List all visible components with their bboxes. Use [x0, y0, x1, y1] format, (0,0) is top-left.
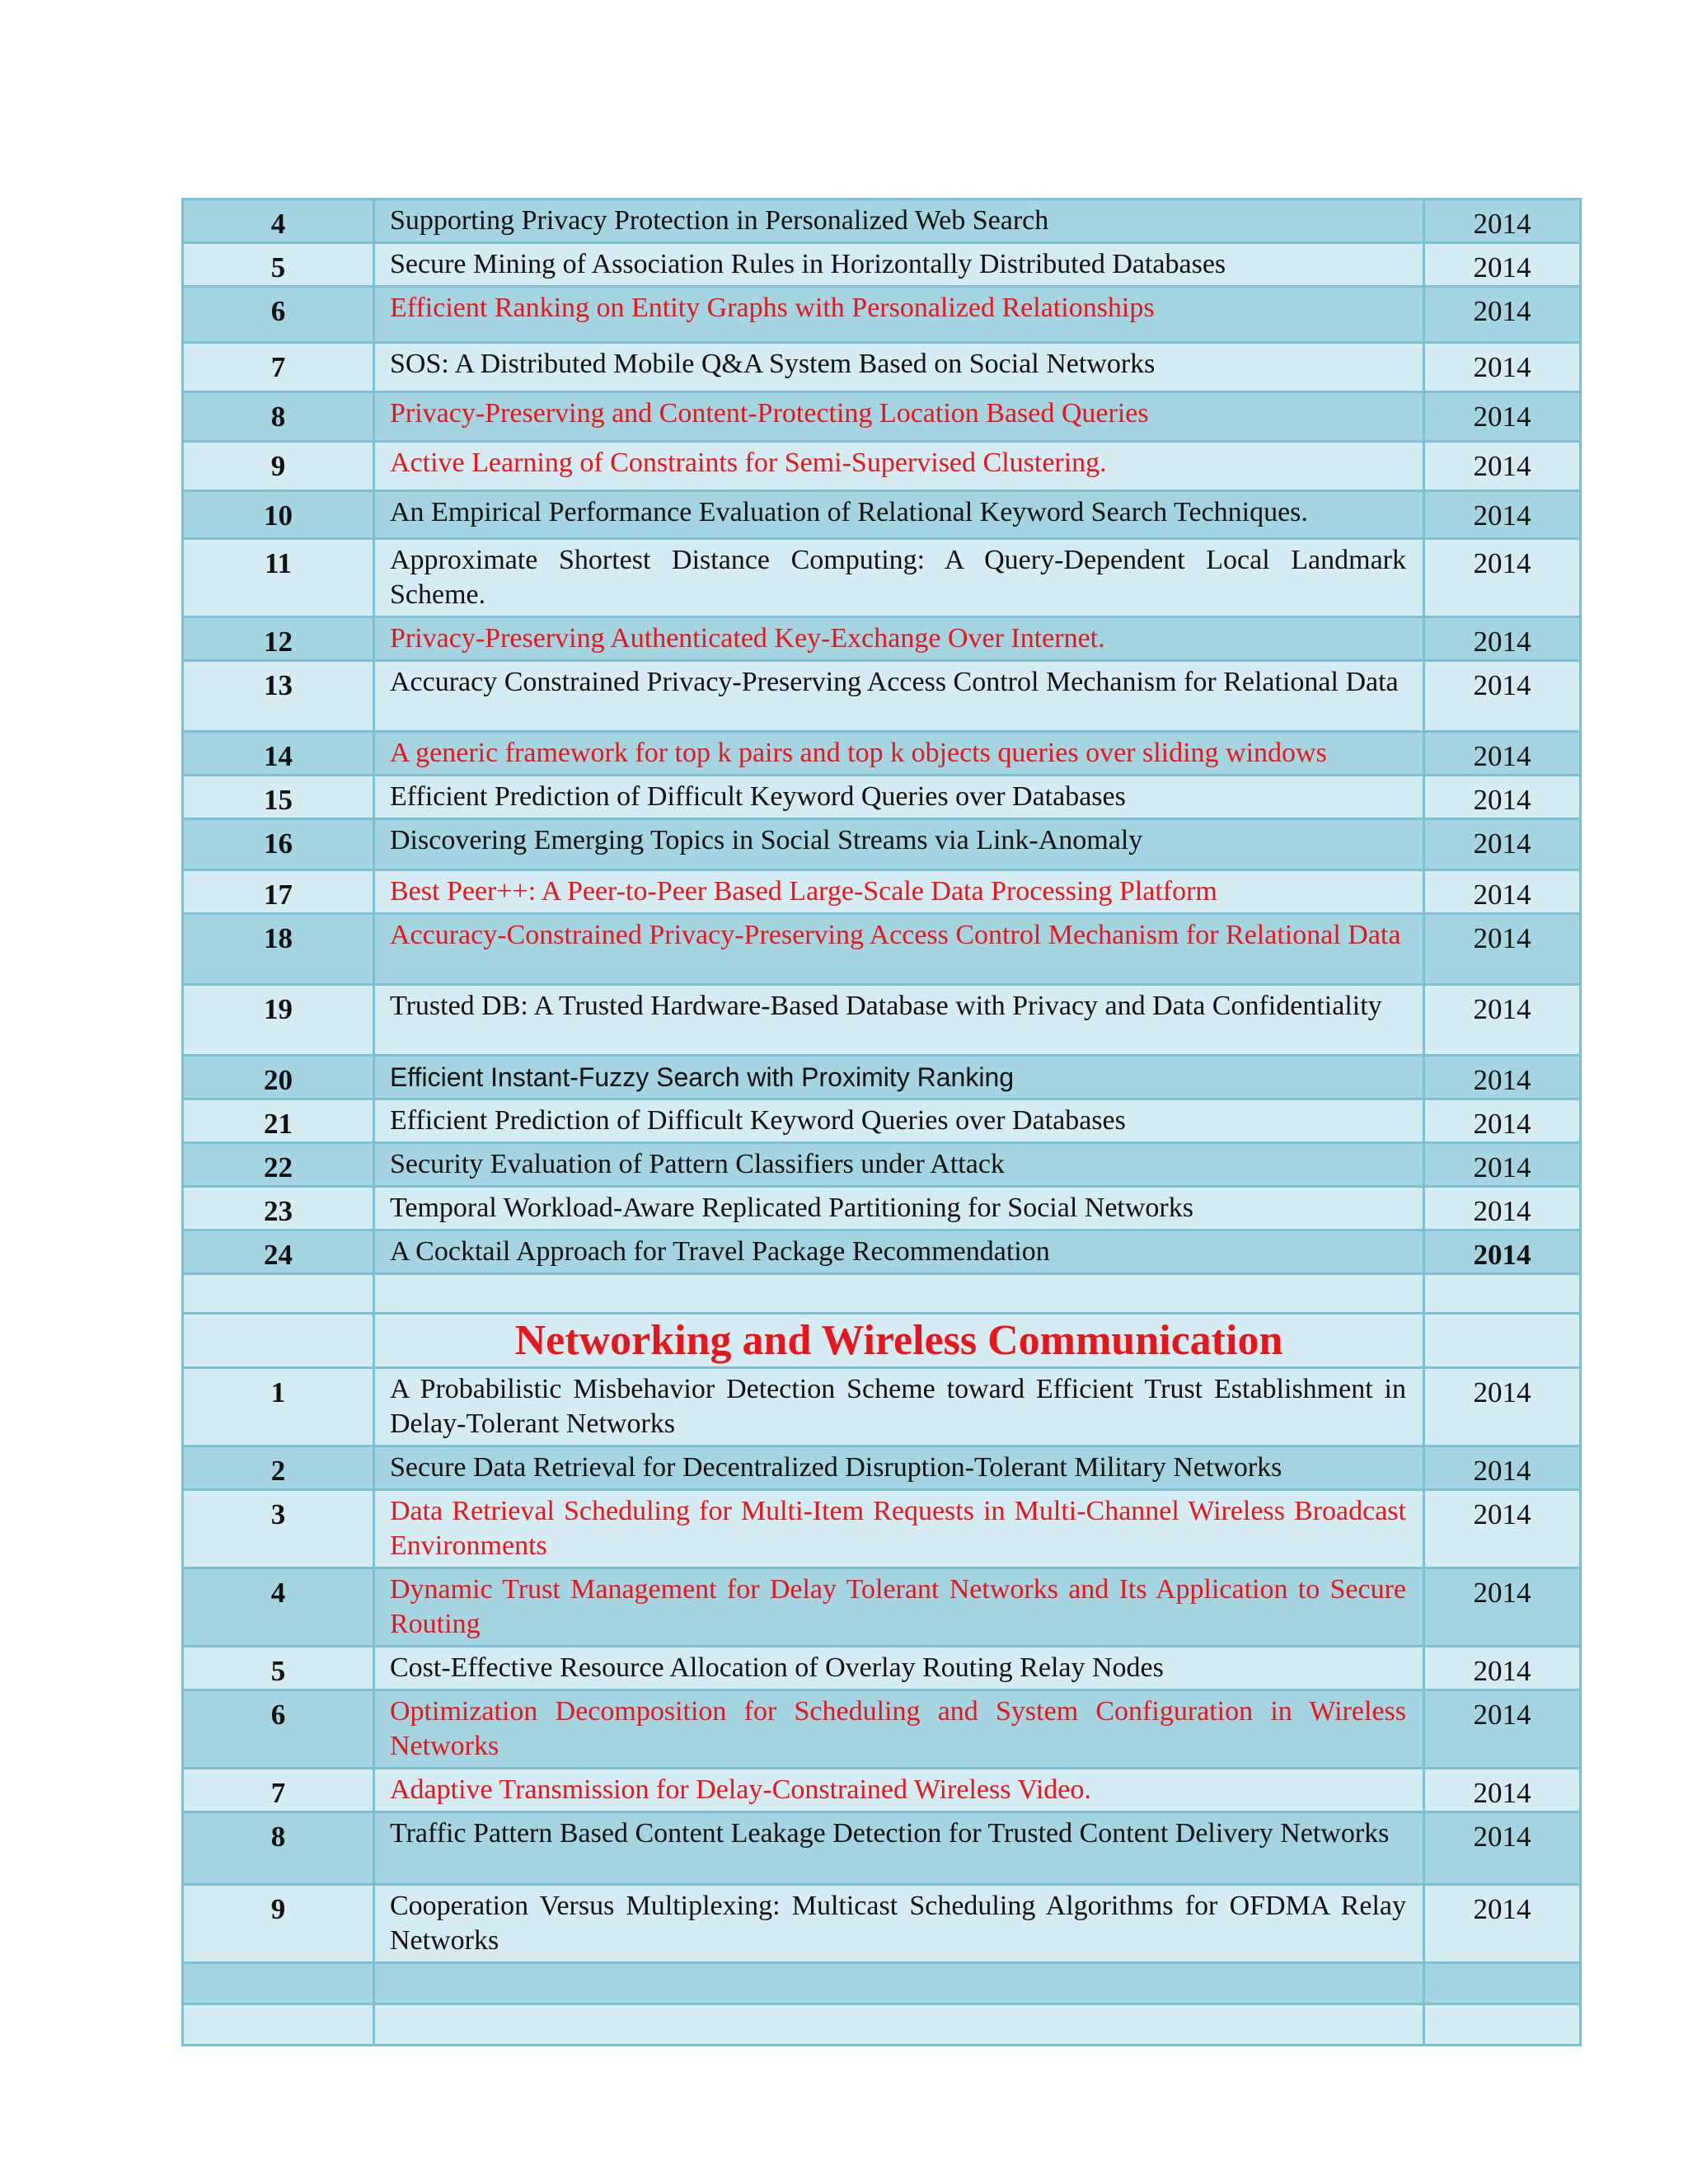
table-row [183, 1769, 1581, 1812]
section-1-rows [183, 199, 1581, 1274]
spacer-rows [183, 1274, 1581, 1368]
paper-year: 2014 [1424, 442, 1581, 491]
paper-title: Dynamic Trust Management for Delay Tolerant Networks and Its Application to Secure Routing [374, 1568, 1424, 1647]
row-number: 5 [183, 243, 374, 287]
row-number: 8 [183, 1812, 374, 1885]
table-row [183, 1647, 1581, 1690]
empty-row [183, 1963, 1581, 2004]
row-number: 6 [183, 1690, 374, 1769]
row-number: 24 [183, 1230, 374, 1274]
paper-title: Active Learning of Constraints for Semi-Supervised Clustering. [374, 442, 1424, 491]
paper-year: 2014 [1424, 1885, 1581, 1963]
paper-year: 2014 [1424, 287, 1581, 343]
paper-year: 2014 [1424, 1187, 1581, 1230]
table-row [183, 491, 1581, 539]
paper-year: 2014 [1424, 914, 1581, 985]
table-row [183, 287, 1581, 343]
table-row [183, 1568, 1581, 1647]
row-number: 11 [183, 539, 374, 617]
table-row [183, 343, 1581, 392]
paper-title: Privacy-Preserving Authenticated Key-Exchange Over Internet. [374, 617, 1424, 661]
row-number: 3 [183, 1490, 374, 1568]
row-number: 20 [183, 1056, 374, 1099]
row-number: 4 [183, 1568, 374, 1647]
row-number: 10 [183, 491, 374, 539]
paper-title: Supporting Privacy Protection in Personalized Web Search [374, 199, 1424, 243]
row-number: 15 [183, 776, 374, 819]
table-row [183, 442, 1581, 491]
paper-year: 2014 [1424, 392, 1581, 442]
row-number: 22 [183, 1143, 374, 1187]
row-number: 18 [183, 914, 374, 985]
paper-title: Discovering Emerging Topics in Social Streams via Link-Anomaly [374, 819, 1424, 870]
table-row [183, 1690, 1581, 1769]
paper-title: Security Evaluation of Pattern Classifiers under Attack [374, 1143, 1424, 1187]
row-number: 12 [183, 617, 374, 661]
paper-year: 2014 [1424, 776, 1581, 819]
table-row [183, 243, 1581, 287]
table-row [183, 539, 1581, 617]
paper-title: SOS: A Distributed Mobile Q&A System Based on Social Networks [374, 343, 1424, 392]
section-heading-row [183, 1314, 1581, 1368]
paper-title: A generic framework for top k pairs and top k objects queries over sliding windows [374, 732, 1424, 776]
table-row [183, 870, 1581, 914]
paper-year: 2014 [1424, 1056, 1581, 1099]
row-number: 7 [183, 1769, 374, 1812]
paper-title: Adaptive Transmission for Delay-Constrained Wireless Video. [374, 1769, 1424, 1812]
row-number: 19 [183, 985, 374, 1056]
paper-year: 2014 [1424, 1568, 1581, 1647]
table-row [183, 985, 1581, 1056]
table-row [183, 1446, 1581, 1490]
table-row [183, 1099, 1581, 1143]
paper-year: 2014 [1424, 617, 1581, 661]
row-number: 2 [183, 1446, 374, 1490]
paper-year: 2014 [1424, 199, 1581, 243]
table-row [183, 732, 1581, 776]
paper-title: Efficient Prediction of Difficult Keyword Queries over Databases [374, 776, 1424, 819]
paper-year: 2014 [1424, 1368, 1581, 1446]
table-row [183, 819, 1581, 870]
row-number: 13 [183, 661, 374, 732]
paper-year: 2014 [1424, 870, 1581, 914]
table-row [183, 661, 1581, 732]
paper-title: Privacy-Preserving and Content-Protecting Location Based Queries [374, 392, 1424, 442]
paper-title: Trusted DB: A Trusted Hardware-Based Database with Privacy and Data Confidentiality [374, 985, 1424, 1056]
table-row [183, 776, 1581, 819]
paper-title: A Probabilistic Misbehavior Detection Scheme toward Efficient Trust Establishment in Delay-Tolerant Networks [374, 1368, 1424, 1446]
paper-year: 2014 [1424, 1446, 1581, 1490]
row-number: 21 [183, 1099, 374, 1143]
table-row [183, 1143, 1581, 1187]
table-row [183, 1187, 1581, 1230]
section-heading: Networking and Wireless Communication [374, 1314, 1424, 1368]
paper-title: Efficient Instant-Fuzzy Search with Proximity Ranking [374, 1056, 1424, 1099]
row-number: 1 [183, 1368, 374, 1446]
row-number: 8 [183, 392, 374, 442]
paper-title: Cooperation Versus Multiplexing: Multicast Scheduling Algorithms for OFDMA Relay Networks [374, 1885, 1424, 1963]
row-number: 9 [183, 1885, 374, 1963]
paper-year: 2014 [1424, 1490, 1581, 1568]
table-row [183, 392, 1581, 442]
paper-year: 2014 [1424, 732, 1581, 776]
section-2-rows [183, 1368, 1581, 1963]
paper-year: 2014 [1424, 243, 1581, 287]
row-number: 23 [183, 1187, 374, 1230]
paper-title: An Empirical Performance Evaluation of Relational Keyword Search Techniques. [374, 491, 1424, 539]
table-row [183, 1490, 1581, 1568]
empty-row [183, 1274, 1581, 1314]
paper-year: 2014 [1424, 1647, 1581, 1690]
row-number: 5 [183, 1647, 374, 1690]
table-row [183, 1368, 1581, 1446]
paper-title: Data Retrieval Scheduling for Multi-Item Requests in Multi-Channel Wireless Broadcast Environments [374, 1490, 1424, 1568]
row-number: 4 [183, 199, 374, 243]
row-number: 14 [183, 732, 374, 776]
table-row [183, 199, 1581, 243]
paper-title: Best Peer++: A Peer-to-Peer Based Large-Scale Data Processing Platform [374, 870, 1424, 914]
row-number: 6 [183, 287, 374, 343]
paper-year: 2014 [1424, 819, 1581, 870]
trailing-rows [183, 1963, 1581, 2046]
paper-title: Accuracy Constrained Privacy-Preserving Access Control Mechanism for Relational Data [374, 661, 1424, 732]
row-number: 9 [183, 442, 374, 491]
paper-title: A Cocktail Approach for Travel Package Recommendation [374, 1230, 1424, 1274]
paper-title: Temporal Workload-Aware Replicated Partitioning for Social Networks [374, 1187, 1424, 1230]
table-row [183, 1230, 1581, 1274]
row-number: 17 [183, 870, 374, 914]
paper-title: Secure Data Retrieval for Decentralized Disruption-Tolerant Military Networks [374, 1446, 1424, 1490]
paper-title: Efficient Ranking on Entity Graphs with Personalized Relationships [374, 287, 1424, 343]
paper-year: 2014 [1424, 1099, 1581, 1143]
paper-year: 2014 [1424, 491, 1581, 539]
papers-table [181, 198, 1582, 2046]
paper-year: 2014 [1424, 1143, 1581, 1187]
row-number: 16 [183, 819, 374, 870]
paper-year: 2014 [1424, 985, 1581, 1056]
table-row [183, 617, 1581, 661]
table-row [183, 914, 1581, 985]
paper-title: Efficient Prediction of Difficult Keyword Queries over Databases [374, 1099, 1424, 1143]
table-row [183, 1812, 1581, 1885]
paper-title: Accuracy-Constrained Privacy-Preserving Access Control Mechanism for Relational Data [374, 914, 1424, 985]
table-row [183, 1056, 1581, 1099]
paper-year: 2014 [1424, 1690, 1581, 1769]
table-row [183, 1885, 1581, 1963]
paper-year: 2014 [1424, 1230, 1581, 1274]
paper-title: Secure Mining of Association Rules in Horizontally Distributed Databases [374, 243, 1424, 287]
paper-year: 2014 [1424, 539, 1581, 617]
empty-row [183, 2004, 1581, 2046]
paper-title: Cost-Effective Resource Allocation of Overlay Routing Relay Nodes [374, 1647, 1424, 1690]
row-number: 7 [183, 343, 374, 392]
paper-year: 2014 [1424, 1812, 1581, 1885]
paper-year: 2014 [1424, 661, 1581, 732]
paper-title: Traffic Pattern Based Content Leakage Detection for Trusted Content Delivery Networks [374, 1812, 1424, 1885]
paper-year: 2014 [1424, 1769, 1581, 1812]
paper-year: 2014 [1424, 343, 1581, 392]
paper-title: Optimization Decomposition for Scheduling and System Configuration in Wireless Networks [374, 1690, 1424, 1769]
paper-title: Approximate Shortest Distance Computing: A Query-Dependent Local Landmark Scheme. [374, 539, 1424, 617]
